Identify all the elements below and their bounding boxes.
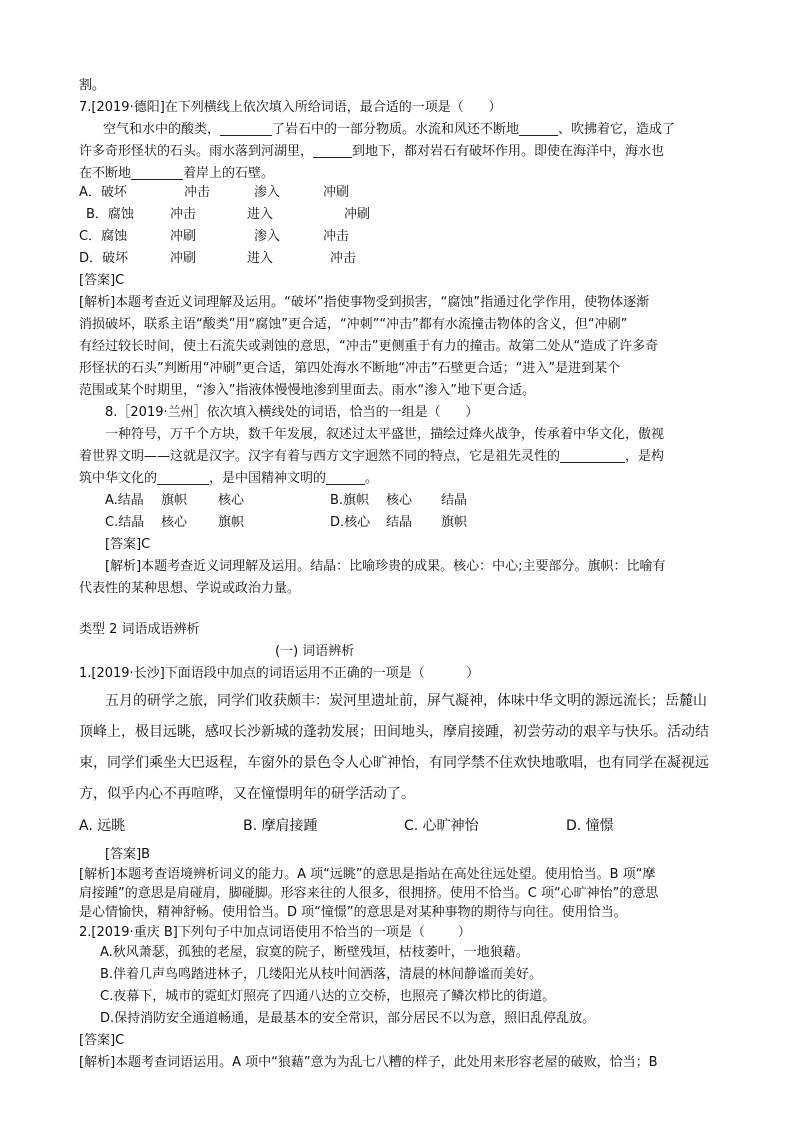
- q8-analysis-line: [解析]本题考查近义词理解及运用。结晶：比喻珍贵的成果。核心：中心;主要部分。旗帜：比喻有: [105, 559, 666, 574]
- q1-analysis-line: 肩接踵”的意思是肩碰肩，脚碰脚。形容来往的人很多，很拥挤。使用不恰当。C 项“心旷神怡”的意思: [79, 886, 659, 901]
- q8-option-b-word: 结晶: [441, 493, 468, 508]
- q8-option-a-word: 旗帜: [161, 493, 188, 508]
- q8-option-d-word: 旗帜: [441, 515, 468, 530]
- q1-passage-line: 顶峰上，极目远眺，感叹长沙新城的蓬勃发展；田间地头，摩肩接踵，初尝劳动的艰辛与快乐。活动结: [79, 724, 709, 740]
- q7-analysis-line: 形怪状的石头”判断用“冲刷”更合适，第四处海水不断地“冲击”石壁更合适；“进入”是进到某个: [79, 361, 621, 376]
- q8-passage-line: 筑中华文化的________，是中国精神文明的______。: [79, 471, 379, 486]
- q7-option-c-word: 渗入: [254, 229, 281, 244]
- q2-analysis-line: [解析]本题考查词语运用。A 项中“狼藉”意为为乱七八糟的样子，此处用来形容老屋的破败，恰当；B: [79, 1055, 658, 1070]
- q7-option-b-word: 冲刷: [344, 207, 371, 222]
- q7-option-b: B．腐蚀: [86, 207, 134, 222]
- q1-option-d: D. 憧憬: [566, 818, 614, 834]
- q2-stem: 2.[2019·重庆 B]下列句子中加点词语使用不恰当的一项是（ ）: [79, 925, 471, 940]
- q7-stem: 7.[2019·德阳]在下列横线上依次填入所给词语，最合适的一项是（ ）: [79, 100, 502, 115]
- section-subtitle: (一) 词语辨析: [275, 644, 355, 659]
- q8-option-b: B.旗帜: [330, 493, 370, 508]
- previous-question-tail: 割。: [79, 78, 106, 93]
- q8-answer: [答案]C: [105, 537, 151, 552]
- q8-option-d: D.核心: [330, 515, 371, 530]
- section-type-title: 类型 2 词语成语辨析: [79, 622, 200, 637]
- q7-option-c-word: 冲击: [323, 229, 350, 244]
- q7-analysis-line: 有经过较长时间，使土石流失或剥蚀的意思，“冲击”更侧重于有力的撞击。故第二处从“造成了许多奇: [79, 339, 659, 354]
- q7-answer: [答案]C: [79, 273, 125, 288]
- q7-option-c: C．腐蚀: [79, 229, 128, 244]
- q2-option-c: C.夜幕下，城市的霓虹灯照亮了四通八达的立交桥，也照亮了鳞次栉比的街道。: [100, 989, 556, 1004]
- q8-option-a-word: 核心: [218, 493, 245, 508]
- q7-analysis-line: [解析]本题考查近义词理解及运用。“破坏”指使事物受到损害，“腐蚀”指通过化学作用，使物体逐渐: [79, 295, 650, 310]
- q1-option-a: A. 远眺: [79, 818, 126, 834]
- q7-option-d-word: 冲击: [330, 251, 357, 266]
- q2-option-d: D.保持消防安全通道畅通，是最基本的安全常识，部分居民不以为意，照旧乱停乱放。: [100, 1011, 596, 1026]
- q8-analysis-line: 代表性的某种思想、学说或政治力量。: [79, 581, 301, 596]
- q8-option-c-word: 旗帜: [218, 515, 245, 530]
- q7-option-a-word: 冲击: [184, 185, 211, 200]
- q8-option-a: A.结晶: [105, 493, 144, 508]
- q8-stem: 8.［2019·兰州］依次填入横线处的词语，恰当的一组是（ ）: [105, 405, 479, 420]
- q7-option-b-word: 冲击: [170, 207, 197, 222]
- q7-option-c-word: 冲刷: [170, 229, 197, 244]
- q7-option-d-word: 冲刷: [170, 251, 197, 266]
- q1-passage-line: 方，似乎内心不再喧哗，又在憧憬明年的研学活动了。: [79, 786, 415, 802]
- q7-option-a-word: 渗入: [254, 185, 281, 200]
- q7-passage-line: 空气和水中的酸类，________了岩石中的一部分物质。水流和风还不断地______、吹拂着它，造成了: [103, 122, 676, 137]
- q7-option-b-word: 进入: [247, 207, 274, 222]
- q7-option-d-word: 进入: [247, 251, 274, 266]
- q8-passage-line: 着世界文明——这就是汉字。汉字有着与西方文字迥然不同的特点，它是祖先灵性的__________，是构: [79, 449, 665, 464]
- q2-option-a: A.秋风萧瑟，孤独的老屋，寂寞的院子，断壁残垣，枯枝萎叶，一地狼藉。: [100, 945, 529, 960]
- q8-option-c-word: 核心: [161, 515, 188, 530]
- q7-option-a-word: 冲刷: [323, 185, 350, 200]
- q7-passage-line: 许多奇形怪状的石头。雨水落到河湖里，______到地下，都对岩石有破坏作用。即使在海洋中，海水也: [79, 144, 665, 159]
- q7-analysis-line: 范围或某个时期里，“渗入”指液体慢慢地渗到里面去。雨水“渗入”地下更合适。: [79, 383, 535, 398]
- q2-answer: [答案]C: [79, 1033, 125, 1048]
- q1-option-c: C. 心旷神怡: [404, 818, 479, 834]
- q1-analysis-line: [解析]本题考查语境辨析词义的能力。A 项“远眺”的意思是指站在高处往远处望。使用恰当。B 项“摩: [79, 867, 656, 882]
- q1-passage-line: 束，同学们乘坐大巴返程，车窗外的景色令人心旷神怡，有同学禁不住欢快地歌唱，也有同学在凝视远: [79, 755, 709, 771]
- q1-stem: 1.[2019·长沙]下面语段中加点的词语运用不正确的一项是（ ）: [79, 666, 480, 681]
- q1-option-b: B. 摩肩接踵: [243, 818, 318, 834]
- q1-analysis-line: 是心情愉快，精神舒畅。使用恰当。D 项“憧憬”的意思是对某种事物的期待与向往。使用恰当。: [79, 905, 627, 920]
- q8-option-d-word: 结晶: [386, 515, 413, 530]
- q8-option-b-word: 核心: [386, 493, 413, 508]
- q8-passage-line: 一种符号，万千个方块，数千年发展，叙述过太平盛世，描绘过烽火战争，传承着中华文化，傲视: [105, 427, 665, 442]
- q8-option-c: C.结晶: [105, 515, 145, 530]
- q7-option-a: A．破坏: [79, 185, 127, 200]
- q1-answer: [答案]B: [105, 847, 151, 862]
- q2-option-b: B.伴着几声鸟鸣踏进林子，几缕阳光从枝叶间洒落，清晨的林间静谧而美好。: [100, 967, 543, 982]
- q7-passage-line: 在不断地________着岸上的石壁。: [79, 166, 275, 181]
- q7-option-d: D．破坏: [79, 251, 129, 266]
- q1-passage-line: 五月的研学之旅，同学们收获颇丰：炭河里遗址前，屏气凝神，体味中华文明的源远流长；岳麓山: [105, 693, 707, 709]
- q7-analysis-line: 消损破坏，联系主语“酸类”用“腐蚀”更合适，“冲刺”“冲击”都有水流撞击物体的含义，但“冲刷”: [79, 317, 628, 332]
